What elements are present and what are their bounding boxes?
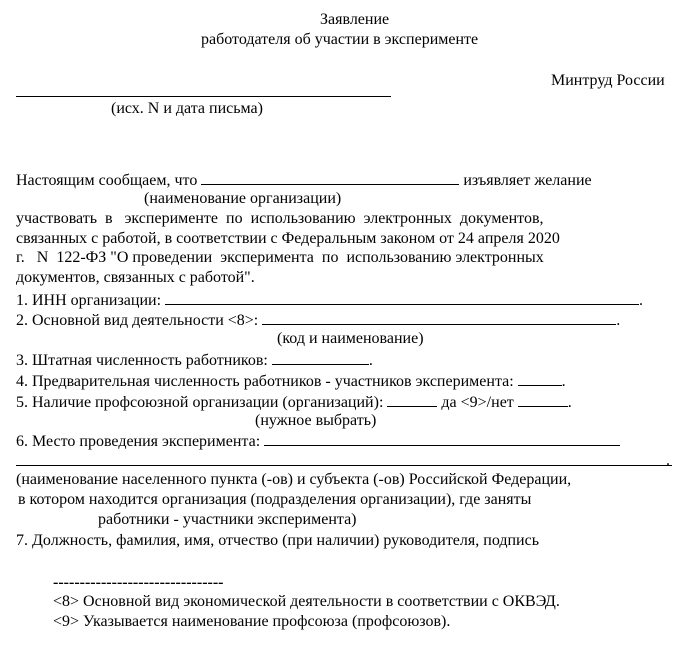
document-subtitle: работодателя об участии в эксперименте xyxy=(201,31,479,48)
union-caption: (нужное выбрать) xyxy=(255,412,377,429)
place-end-dot: . xyxy=(666,452,670,469)
item-staff-label: 3. Штатная численность работников: xyxy=(16,352,268,369)
item-place-label: 6. Место проведения эксперимента: xyxy=(16,433,261,450)
place-caption-2: в котором находится организация (подразделения организации), где заняты xyxy=(18,491,532,508)
intro-before: Настоящим сообщаем, что xyxy=(16,172,198,189)
organization-caption: (наименование организации) xyxy=(144,190,342,207)
item-participants-label: 4. Предварительная численность работников - участников эксперимента: xyxy=(16,373,514,390)
recipient: Минтруд России xyxy=(551,72,665,89)
document-title: Заявление xyxy=(320,11,390,28)
item-head: 7. Должность, фамилия, имя, отчество (при наличии) руководителя, подпись xyxy=(16,532,540,549)
place-caption-3: работники - участники эксперимента) xyxy=(98,511,357,528)
letter-ref-line xyxy=(16,96,391,97)
place-continuation-line xyxy=(16,465,672,466)
item-union-label: 5. Наличие профсоюзной организации (организаций): xyxy=(16,394,384,411)
item-activity: 2. Основной вид деятельности <8>: . xyxy=(16,312,621,329)
item-staff: 3. Штатная численность работников: . xyxy=(16,352,373,369)
inn-blank xyxy=(165,290,639,305)
item-participants: 4. Предварительная численность работников - участников эксперимента: . xyxy=(16,373,566,390)
activity-caption: (код и наименование) xyxy=(277,330,424,347)
letter-ref-caption: (исх. N и дата письма) xyxy=(111,100,263,117)
intro-line xyxy=(16,170,592,190)
union-blank xyxy=(387,392,437,407)
body-line-2: связанных с работой, в соответствии с Федеральным законом от 24 апреля 2020 xyxy=(16,230,560,247)
item-inn-label: 1. ИНН организации: xyxy=(16,292,162,309)
body-line-4: документов, связанных с работой". xyxy=(16,269,255,286)
body-line-1: участвовать в эксперименте по использованию электронных документов, xyxy=(16,210,544,227)
place-blank xyxy=(264,431,620,446)
item-inn: 1. ИНН организации: . xyxy=(16,292,644,309)
place-caption-1: (наименование населенного пункта (-ов) и субъекта (-ов) Российской Федерации, xyxy=(16,471,572,488)
item-place xyxy=(16,431,620,451)
union-yes-no: да <9>/нет xyxy=(441,394,514,411)
organization-name-blank xyxy=(201,170,459,185)
footnote-9: <9> Указывается наименование профсоюза (профсоюзов). xyxy=(53,613,451,630)
body-line-3: г. N 122-ФЗ "О проведении эксперимента по использованию электронных xyxy=(16,249,544,266)
staff-blank xyxy=(272,350,369,365)
intro-after: изъявляет желание xyxy=(463,172,592,189)
participants-blank xyxy=(518,371,562,386)
footnote-8: <8> Основной вид экономической деятельности в соответствии с ОКВЭД. xyxy=(53,593,560,610)
footnote-separator: -------------------------------- xyxy=(53,574,224,591)
item-activity-label: 2. Основной вид деятельности <8>: xyxy=(16,312,259,329)
union-no-blank xyxy=(518,392,568,407)
activity-blank xyxy=(262,310,616,325)
item-union: 5. Наличие профсоюзной организации (организаций): да <9>/нет . xyxy=(16,394,572,411)
